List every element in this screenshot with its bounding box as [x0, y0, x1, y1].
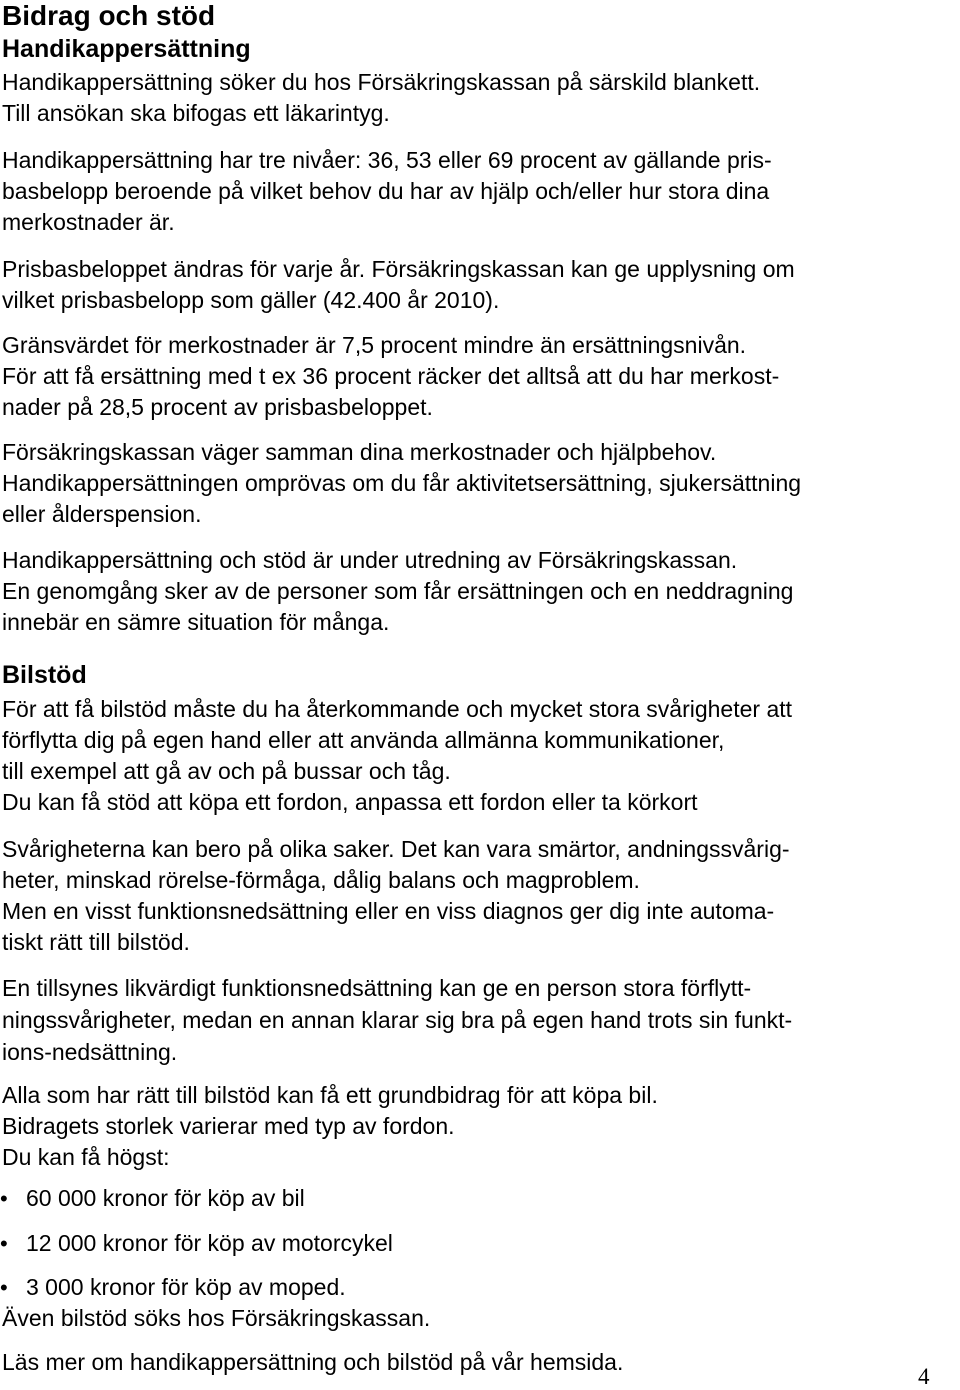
- paragraph-line: tiskt rätt till bilstöd.: [2, 929, 190, 955]
- paragraph-line: Försäkringskassan väger samman dina merkostnader och hjälpbehov.: [2, 439, 717, 465]
- paragraph-line: Handikappersättning och stöd är under utredning av Försäkringskassan.: [2, 547, 738, 573]
- paragraph-line: Gränsvärdet för merkostnader är 7,5 procent mindre än ersättningsnivån.: [2, 332, 747, 358]
- paragraph-line: För att få ersättning med t ex 36 procent räcker det alltså att du har merkost-: [2, 363, 780, 389]
- paragraph-line: Läs mer om handikappersättning och bilstöd på vår hemsida.: [2, 1349, 624, 1375]
- list-item: 12 000 kronor för köp av motorcykel: [26, 1230, 393, 1256]
- paragraph-line: Handikappersättning har tre nivåer: 36, 53 eller 69 procent av gällande pris-: [2, 147, 772, 173]
- section-heading-handikappersattning: Handikappersättning: [2, 35, 251, 63]
- paragraph-line: Bidragets storlek varierar med typ av fordon.: [2, 1113, 455, 1139]
- page-title: Bidrag och stöd: [2, 0, 216, 31]
- paragraph-line: Till ansökan ska bifogas ett läkarintyg.: [2, 100, 390, 126]
- paragraph-line: Du kan få stöd att köpa ett fordon, anpassa ett fordon eller ta körkort: [2, 789, 698, 815]
- paragraph-line: Handikappersättningen omprövas om du får aktivitetsersättning, sjukersättning: [2, 470, 802, 496]
- page-number: 4: [918, 1364, 930, 1389]
- paragraph-line: ningssvårigheter, medan en annan klarar sig bra på egen hand trots sin funkt-: [2, 1007, 793, 1033]
- paragraph-line: förflytta dig på egen hand eller att använda allmänna kommunikationer,: [2, 727, 725, 753]
- paragraph-line: Prisbasbeloppet ändras för varje år. Försäkringskassan kan ge upplysning om: [2, 256, 795, 282]
- bullet-icon: •: [0, 1186, 8, 1211]
- paragraph-line: Svårigheterna kan bero på olika saker. Det kan vara smärtor, andningssvårig-: [2, 836, 790, 862]
- paragraph-line: Alla som har rätt till bilstöd kan få ett grundbidrag för att köpa bil.: [2, 1082, 658, 1108]
- bullet-icon: •: [0, 1231, 8, 1256]
- section-heading-bilstod: Bilstöd: [2, 661, 87, 689]
- paragraph-line: heter, minskad rörelse-förmåga, dålig balans och magproblem.: [2, 867, 640, 893]
- paragraph-line: till exempel att gå av och på bussar och tåg.: [2, 758, 451, 784]
- paragraph-line: innebär en sämre situation för många.: [2, 609, 390, 635]
- paragraph-line: eller ålderspension.: [2, 501, 202, 527]
- list-item: 60 000 kronor för köp av bil: [26, 1185, 305, 1211]
- list-item: 3 000 kronor för köp av moped.: [26, 1274, 346, 1300]
- paragraph-line: Du kan få högst:: [2, 1144, 170, 1170]
- paragraph-line: ions-nedsättning.: [2, 1039, 178, 1065]
- paragraph-line: För att få bilstöd måste du ha återkommande och mycket stora svårigheter att: [2, 696, 793, 722]
- paragraph-line: En tillsynes likvärdigt funktionsnedsättning kan ge en person stora förflytt-: [2, 975, 752, 1001]
- paragraph-line: merkostnader är.: [2, 209, 175, 235]
- paragraph-line: Även bilstöd söks hos Försäkringskassan.: [2, 1305, 431, 1331]
- paragraph-line: En genomgång sker av de personer som får ersättningen och en neddragning: [2, 578, 794, 604]
- paragraph-line: vilket prisbasbelopp som gäller (42.400 år 2010).: [2, 287, 500, 313]
- paragraph-line: Men en visst funktionsnedsättning eller en viss diagnos ger dig inte automa-: [2, 898, 775, 924]
- bullet-icon: •: [0, 1275, 8, 1300]
- paragraph-line: Handikappersättning söker du hos Försäkringskassan på särskild blankett.: [2, 69, 761, 95]
- paragraph-line: nader på 28,5 procent av prisbasbeloppet.: [2, 394, 433, 420]
- paragraph-line: basbelopp beroende på vilket behov du har av hjälp och/eller hur stora dina: [2, 178, 770, 204]
